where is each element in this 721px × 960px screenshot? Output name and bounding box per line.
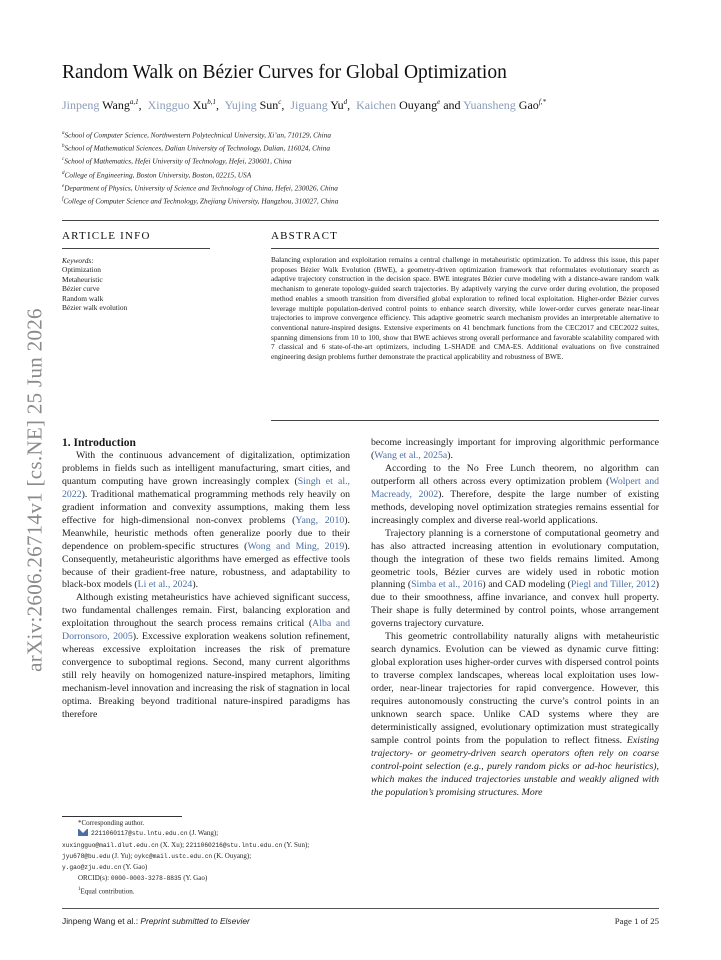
affiliation-sup: c xyxy=(62,157,65,163)
footnotes xyxy=(62,818,362,896)
paragraph xyxy=(371,463,659,528)
email-link[interactable]: oykc@mail.ustc.edu.cn xyxy=(134,852,213,860)
text-run: ) and CAD modeling ( xyxy=(482,579,571,591)
keyword: Optimization xyxy=(62,265,101,275)
author-given-name: Jinpeng xyxy=(62,98,100,112)
email-line xyxy=(62,840,362,851)
arxiv-identifier: arXiv:2606.26714v1 [cs.NE] 25 Jun 2026 xyxy=(22,308,47,672)
citation-link[interactable]: Alba and Dorronsoro, 2005 xyxy=(62,618,351,643)
citation-link[interactable]: Singh et al., 2022 xyxy=(62,475,350,500)
email-link[interactable]: jyu678@bu.edu xyxy=(62,852,111,860)
right-column xyxy=(371,437,659,800)
text-run: ). Meanwhile, heuristic methods often generalize poorly due to their dependence on problem-specific structures ( xyxy=(62,514,351,552)
text-run: ). Excessive exploration weakens solution refinement, whereas excessive exploitation increases the risk of premature convergence to suboptimal regions. Second, many current algorithms still rely heavily on homogenized nature-inspired metaphors, limiting mechanism-level innovation and increasing the risk of stagnation in local optima. Breaking beyond traditional nature-inspired paradigms has therefore xyxy=(62,631,350,721)
author-affil-sup: a,1 xyxy=(129,98,139,106)
text-run: Although existing metaheuristics have achieved significant success, two fundamental challenges remain. First, balancing exploration and exploitation throughout the search process remains critical ( xyxy=(62,592,350,630)
author-given-name: Kaichen xyxy=(356,98,397,112)
left-column xyxy=(62,437,350,722)
text-run: ). xyxy=(192,579,199,591)
emphasis-text: Existing trajectory- or geometry-driven search operators often rely on coarse control-point selection (e.g., purely random picks or ad-hoc heuristics), which makes the induced trajectories unstable and weakly aligned with the population’s promising structures. More xyxy=(371,734,659,798)
affiliation-sup: f xyxy=(62,197,64,203)
author-given-name: Xingguo xyxy=(147,98,190,112)
paragraph xyxy=(371,528,659,632)
affiliation xyxy=(62,181,338,194)
citation-link[interactable]: Wolpert and Macready, 2002 xyxy=(371,475,659,500)
keyword: Bézier walk evolution xyxy=(62,303,128,313)
text-run: become increasingly important for improving algorithmic performance ( xyxy=(371,437,659,461)
orcid-owner: (Y. Gao) xyxy=(183,874,208,883)
abstract-text: Balancing exploration and exploitation remains a central challenge in metaheuristic optimization. To address this issue, this paper proposes Bézier Walk Evolution (BWE), a geometry-driven optimization framework that reformulates evolutionary search as adaptive trajectory construction in the decision space. BWE integrates Bézier curve modeling with a distance-aware random walk mechanism to generate topology-guided search trajectories. By adaptively varying the curve order during evolution, the proposed method enables a smooth transition from diversified global exploration to refined local exploitation. Higher-order Bézier curves leverage multiple population-derived control points to enhance search diversity, while lower-order curves generate near-linear trajectories to improve convergence efficiency. This adaptive geometric search mechanism provides an interpretable alternative to conventional nature-inspired designs. Extensive experiments on 41 benchmark functions from the CEC2017 and CEC2022 suites, spanning dimensions from 10 to 100, show that BWE achieves strong overall performance and favorable scalability compared with 7 classical and 6 state-of-the-art optimizers, including L-SHADE and CMA-ES. Additional evaluations on five constrained engineering design problems further demonstrate the practical applicability and robustness of BWE. xyxy=(271,255,659,362)
abstract-heading: ABSTRACT xyxy=(271,230,339,242)
email-link[interactable]: 2211060117@stu.lntu.edu.cn xyxy=(91,830,188,838)
arxiv-sidebar xyxy=(8,280,62,700)
author-given-name: Jiguang xyxy=(290,98,328,112)
paragraph xyxy=(62,592,350,722)
email-line xyxy=(62,851,362,862)
footnote-divider xyxy=(62,816,182,817)
abstract-bottom-divider xyxy=(271,420,659,421)
author-conjunction: and xyxy=(443,98,461,112)
affiliation-sup: a xyxy=(62,131,65,136)
paragraph xyxy=(62,450,350,592)
affiliation xyxy=(62,168,338,181)
affiliation-text: College of Engineering, Boston University, Boston, 02215, USA xyxy=(64,170,252,180)
email-line xyxy=(62,862,362,873)
keywords-block xyxy=(62,256,262,312)
email-owner: (Y. Sun); xyxy=(284,840,310,849)
corresponding-note: *Corresponding author. xyxy=(78,819,145,827)
author-surname: Xu xyxy=(192,98,208,112)
email-link[interactable]: xuxingguo@mail.dlut.edu.cn xyxy=(62,841,159,849)
citation-link[interactable]: Wang et al., 2025a xyxy=(374,449,448,461)
email-link[interactable]: 2211060216@stu.lntu.edu.cn xyxy=(185,841,283,849)
orcid-line xyxy=(62,873,362,884)
author-surname: Ouyang xyxy=(399,98,438,112)
abstract-divider xyxy=(271,248,659,249)
keyword: Random walk xyxy=(62,293,104,303)
text-run: This geometric controllability naturally aligns with metaheuristic search dynamics. Evolution can be viewed as dynamic curve fitting: global exploration uses higher-order curves with dispersed control points to traverse complex landscapes, whereas local exploitation uses low-order, near-linear trajectories for rapid convergence. However, this requires autonomously constructing the curve’s control points in an unknown search space. Unlike CAD systems where they are deterministically assigned, evolutionary optimization must strategically sample control points from the population to reflect fitness. xyxy=(371,631,659,746)
affiliation xyxy=(62,141,338,154)
author-surname: Wang xyxy=(102,98,130,112)
text-run: ). Therefore, despite the large number of existing methods, developing novel optimization strategies remains essential for increasingly complex and diverse real-world applications. xyxy=(371,488,659,526)
text-run: ). Traditional mathematical programming methods rely heavily on gradient information and convexity assumptions, making them less effective for high-dimensional non-convex problems ( xyxy=(62,488,350,526)
affiliation-text: College of Computer Science and Technology, Zhejiang University, Hangzhou, 310027, China xyxy=(63,196,339,206)
text-run: ) due to their smoothness, affine invariance, and convex hull property. Their shape is fully determined by control points, whose arrangement governs trajectory curvature. xyxy=(371,579,659,630)
affiliation-list xyxy=(62,128,338,207)
author-given-name: Yuansheng xyxy=(463,98,516,112)
author-affil-sup: b,1 xyxy=(207,98,217,106)
author-surname: Yu xyxy=(330,98,344,112)
paragraph xyxy=(371,437,659,463)
author-given-name: Yujing xyxy=(224,98,257,112)
affiliation-text: School of Mathematics, Hefei University of Technology, Hefei, 230601, China xyxy=(64,156,292,166)
header-divider xyxy=(62,220,659,221)
text-run: ). Consequently, metaheuristic algorithms have emerged as effective tools because of their gradient-free nature, robustness, and adaptability to black-box models ( xyxy=(62,540,350,591)
email-link[interactable]: y.gao@zju.edu.cn xyxy=(62,864,122,872)
citation-link[interactable]: Wong and Ming, 2019 xyxy=(247,540,345,552)
affiliation-text: School of Mathematical Sciences, Dalian University of Technology, Dalian, 116024, China xyxy=(64,143,330,153)
citation-link[interactable]: Piegl and Tiller, 2012 xyxy=(570,579,656,591)
footer-author: Jinpeng Wang et al.: xyxy=(62,916,139,926)
paper-title: Random Walk on Bézier Curves for Global Optimization xyxy=(62,62,507,83)
text-run: Trajectory planning is a cornerstone of computational geometry and has also attracted increasing attention in evolutionary computation, though the integration of these two fields remains limited. Among geometric tools, Bézier curves are widely used in robotic motion planning ( xyxy=(371,527,659,591)
keyword: Metaheuristic xyxy=(62,274,103,284)
citation-link[interactable]: Simba et al., 2016 xyxy=(411,579,483,591)
affiliation xyxy=(62,128,338,141)
footer-preprint: Preprint submitted to Elsevier xyxy=(140,916,250,926)
email-owner: (J. Yu); xyxy=(112,851,133,860)
author-surname: Gao xyxy=(518,98,539,112)
page-number: Page 1 of 25 xyxy=(614,916,659,926)
article-info-divider xyxy=(62,248,210,249)
orcid-link[interactable]: 0000-0003-3278-8835 xyxy=(110,875,182,883)
affiliation xyxy=(62,154,338,167)
email-line xyxy=(62,828,362,839)
equal-contribution-text: Equal contribution. xyxy=(80,887,135,896)
footer-divider xyxy=(62,908,659,909)
citation-link[interactable]: Li et al., 2024 xyxy=(137,579,193,591)
paragraph xyxy=(371,631,659,799)
affiliation-sup: e xyxy=(62,183,65,189)
email-owner: (Y. Gao) xyxy=(123,863,148,872)
author-list: Jinpeng Wang$^{a,1}$, Xingguo Xu$^{b,1}$, Yujing Sun$^c$, Jiguang Yu$^d$, Kaichen Ouyang$^e$ and Yuansheng Gao$^{f,*}$ xyxy=(62,98,546,112)
author-affil-sup: e xyxy=(437,98,441,106)
section-heading: 1. Introduction xyxy=(62,437,136,449)
footer-citation xyxy=(62,916,250,926)
affiliation-sup: d xyxy=(62,170,65,176)
affiliation-text: Department of Physics, University of Science and Technology of China, Hefei, 230026, China xyxy=(64,183,338,193)
affiliation-sup: b xyxy=(62,144,65,150)
email-owner: (K. Ouyang); xyxy=(213,851,252,860)
keywords-label: Keywords: xyxy=(62,256,94,265)
author-surname: Sun xyxy=(259,98,279,112)
text-run: With the continuous advancement of digitalization, optimization problems in fields such as intelligent manufacturing, smart cities, and quantum computing have grown increasingly complex ( xyxy=(62,449,350,487)
keyword: Bézier curve xyxy=(62,284,100,294)
author-affil-sup: c xyxy=(278,98,282,106)
author-affil-sup: d xyxy=(343,98,348,106)
text-run: According to the No Free Lunch theorem, no algorithm can outperform all others across every optimization problem ( xyxy=(371,462,659,487)
orcid-label: ORCID(s): xyxy=(78,874,110,883)
article-info-heading: ARTICLE INFO xyxy=(62,230,151,242)
equal-contribution-note: $^1$Equal contribution. xyxy=(78,886,135,896)
mail-icon xyxy=(78,829,88,836)
citation-link[interactable]: Yang, 2010 xyxy=(295,514,345,526)
email-owner: (J. Wang); xyxy=(189,829,219,838)
affiliation-text: School of Computer Science, Northwestern Polytechnical University, Xi’an, 710129, China xyxy=(64,130,331,140)
affiliation xyxy=(62,194,338,207)
email-owner: (X. Xu); xyxy=(160,840,185,849)
text-run: ). xyxy=(447,449,453,461)
author-affil-sup: f,* xyxy=(538,98,546,106)
